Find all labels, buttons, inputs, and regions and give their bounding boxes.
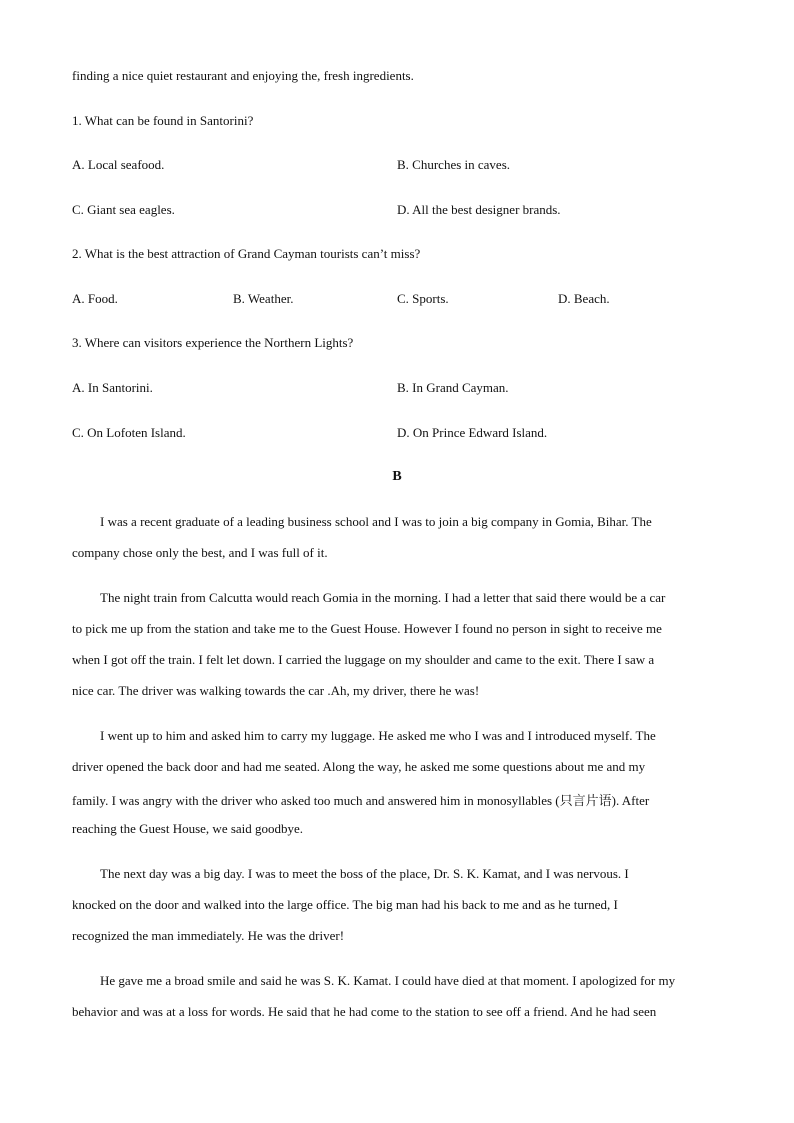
question-1-option-c: C. Giant sea eagles. — [72, 202, 175, 217]
passage-p2-line1: The night train from Calcutta would reach Gomia in the morning. I had a letter that said there would be a car — [100, 590, 666, 605]
passage-p3-line2: driver opened the back door and had me seated. Along the way, he asked me some questions about me and my — [72, 759, 646, 774]
question-3-option-c: C. On Lofoten Island. — [72, 425, 186, 440]
intro-tail-text: finding a nice quiet restaurant and enjoying the, fresh ingredients. — [72, 68, 414, 83]
question-1-option-d: D. All the best designer brands. — [397, 202, 561, 217]
question-2-option-c: C. Sports. — [397, 291, 449, 306]
question-3-option-a: A. In Santorini. — [72, 380, 153, 395]
question-3-option-b: B. In Grand Cayman. — [397, 380, 509, 395]
passage-p4-line3: recognized the man immediately. He was the driver! — [72, 928, 345, 943]
passage-p3-line4: reaching the Guest House, we said goodbye. — [72, 821, 304, 836]
passage-p1-line2: company chose only the best, and I was full of it. — [72, 545, 328, 560]
passage-p5-line1: He gave me a broad smile and said he was S. K. Kamat. I could have died at that moment. I apologized for my — [100, 973, 676, 988]
passage-p4-line2: knocked on the door and walked into the large office. The big man had his back to me and as he turned, I — [72, 897, 618, 912]
question-2-option-a: A. Food. — [72, 291, 118, 306]
question-3-option-d: D. On Prince Edward Island. — [397, 425, 548, 440]
passage-p3-line3: family. I was angry with the driver who asked too much and answered him in monosyllables (只言片语). After — [72, 793, 650, 808]
passage-p5-line2: behavior and was at a loss for words. He said that he had come to the station to see off a friend. And he had seen — [72, 1004, 657, 1019]
question-2-option-d: D. Beach. — [558, 291, 610, 306]
passage-p2-line3: when I got off the train. I felt let down. I carried the luggage on my shoulder and came to the exit. There I saw a — [72, 652, 655, 667]
question-1-option-b: B. Churches in caves. — [397, 157, 511, 172]
question-2-stem: 2. What is the best attraction of Grand Cayman tourists can’t miss? — [72, 246, 421, 261]
passage-p4-line1: The next day was a big day. I was to meet the boss of the place, Dr. S. K. Kamat, and I was nervous. I — [100, 866, 629, 881]
passage-p2-line4: nice car. The driver was walking towards the car .Ah, my driver, there he was! — [72, 683, 480, 698]
question-1-option-a: A. Local seafood. — [72, 157, 165, 172]
passage-p1-line1: I was a recent graduate of a leading business school and I was to join a big company in Gomia, Bihar. The — [100, 514, 652, 529]
question-2-option-b: B. Weather. — [233, 291, 294, 306]
question-3-stem: 3. Where can visitors experience the Northern Lights? — [72, 335, 354, 350]
passage-p3-line1: I went up to him and asked him to carry my luggage. He asked me who I was and I introduced myself. The — [100, 728, 656, 743]
passage-p2-line2: to pick me up from the station and take me to the Guest House. However I found no person in sight to receive me — [72, 621, 662, 636]
question-1-stem: 1. What can be found in Santorini? — [72, 113, 254, 128]
section-title: B — [392, 469, 402, 484]
